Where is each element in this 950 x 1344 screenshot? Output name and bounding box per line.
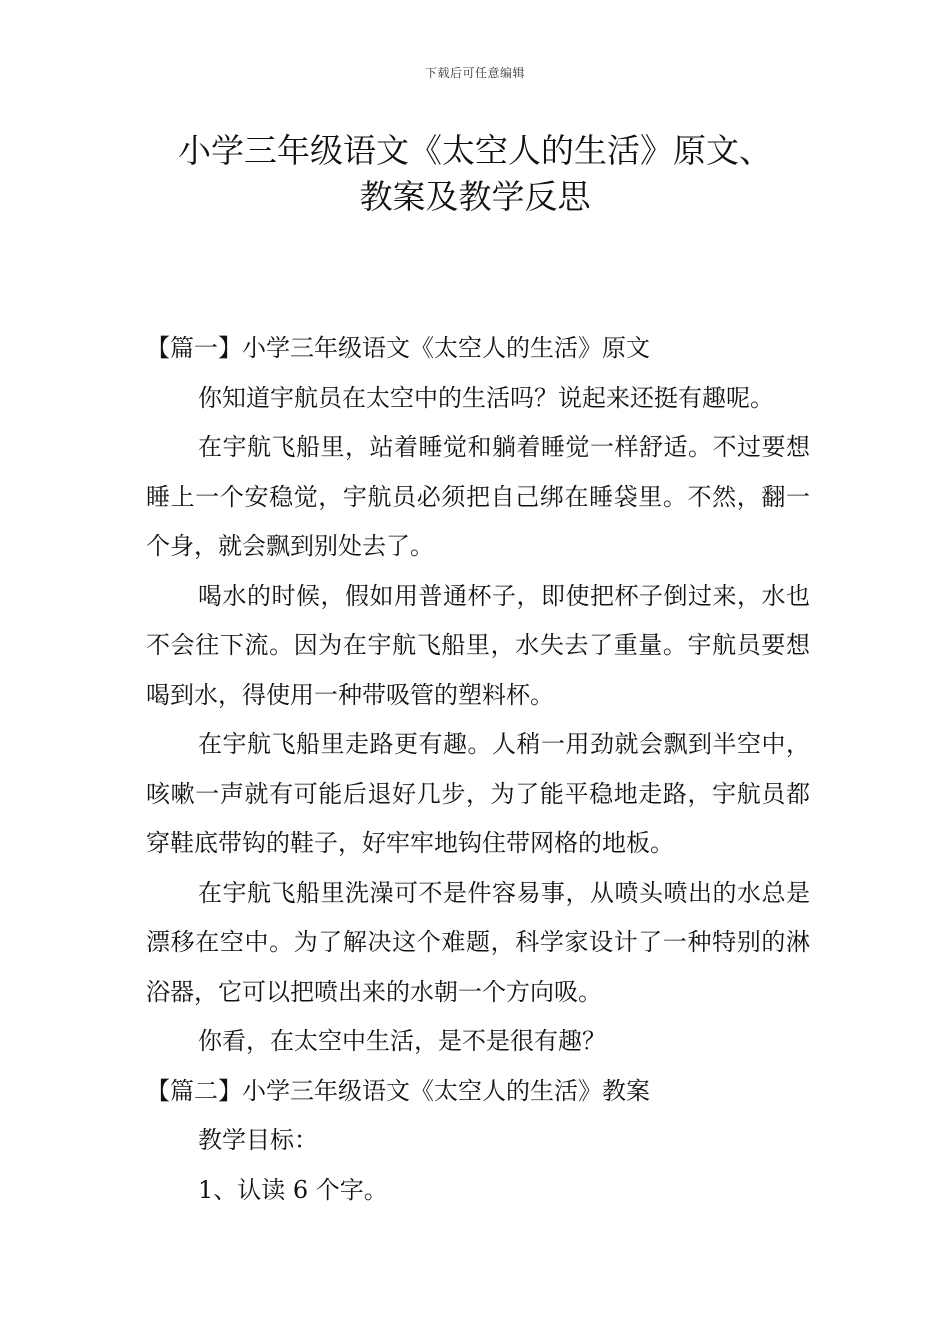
- paragraph-2: 在宇航飞船里，站着睡觉和躺着睡觉一样舒适。不过要想睡上一个安稳觉，宇航员必须把自己绑在睡袋里。不然，翻一个身，就会飘到别处去了。: [146, 433, 810, 560]
- paragraph-5: 在宇航飞船里洗澡可不是件容易事，从喷头喷出的水总是漂移在空中。为了解决这个难题，科学家设计了一种特别的淋浴器，它可以把喷出来的水朝一个方向吸。: [146, 878, 810, 1006]
- teaching-goal-item-1: 1、认读 6 个字。: [198, 1175, 388, 1204]
- paragraph-1: 你知道宇航员在太空中的生活吗？说起来还挺有趣呢。: [198, 383, 774, 412]
- header-note: 下载后可任意编辑: [424, 66, 525, 80]
- paragraph-6: 你看，在太空中生活，是不是很有趣？: [198, 1027, 606, 1055]
- paragraph-3: 喝水的时候，假如用普通杯子，即使把杯子倒过来，水也不会往下流。因为在宇航飞船里，水失去了重量。宇航员要想喝到水，得使用一种带吸管的塑料杯。: [146, 581, 810, 709]
- section-2-heading: 【篇二】小学三年级语文《太空人的生活》教案: [146, 1076, 650, 1105]
- paragraph-4: 在宇航飞船里走路更有趣。人稍一用劲就会飘到半空中，咳嗽一声就有可能后退好几步，为了能平稳地走路，宇航员都穿鞋底带钩的鞋子，好牢牢地钩住带网格的地板。: [146, 730, 810, 857]
- document-body: [146, 324, 810, 1215]
- teaching-goals-label: 教学目标：: [198, 1126, 318, 1154]
- section-1-heading: 【篇一】小学三年级语文《太空人的生活》原文: [146, 334, 650, 362]
- title-line-2: 教案及教学反思: [359, 177, 591, 216]
- document-title: [100, 128, 850, 220]
- title-line-1: 小学三年级语文《太空人的生活》原文、: [178, 131, 772, 170]
